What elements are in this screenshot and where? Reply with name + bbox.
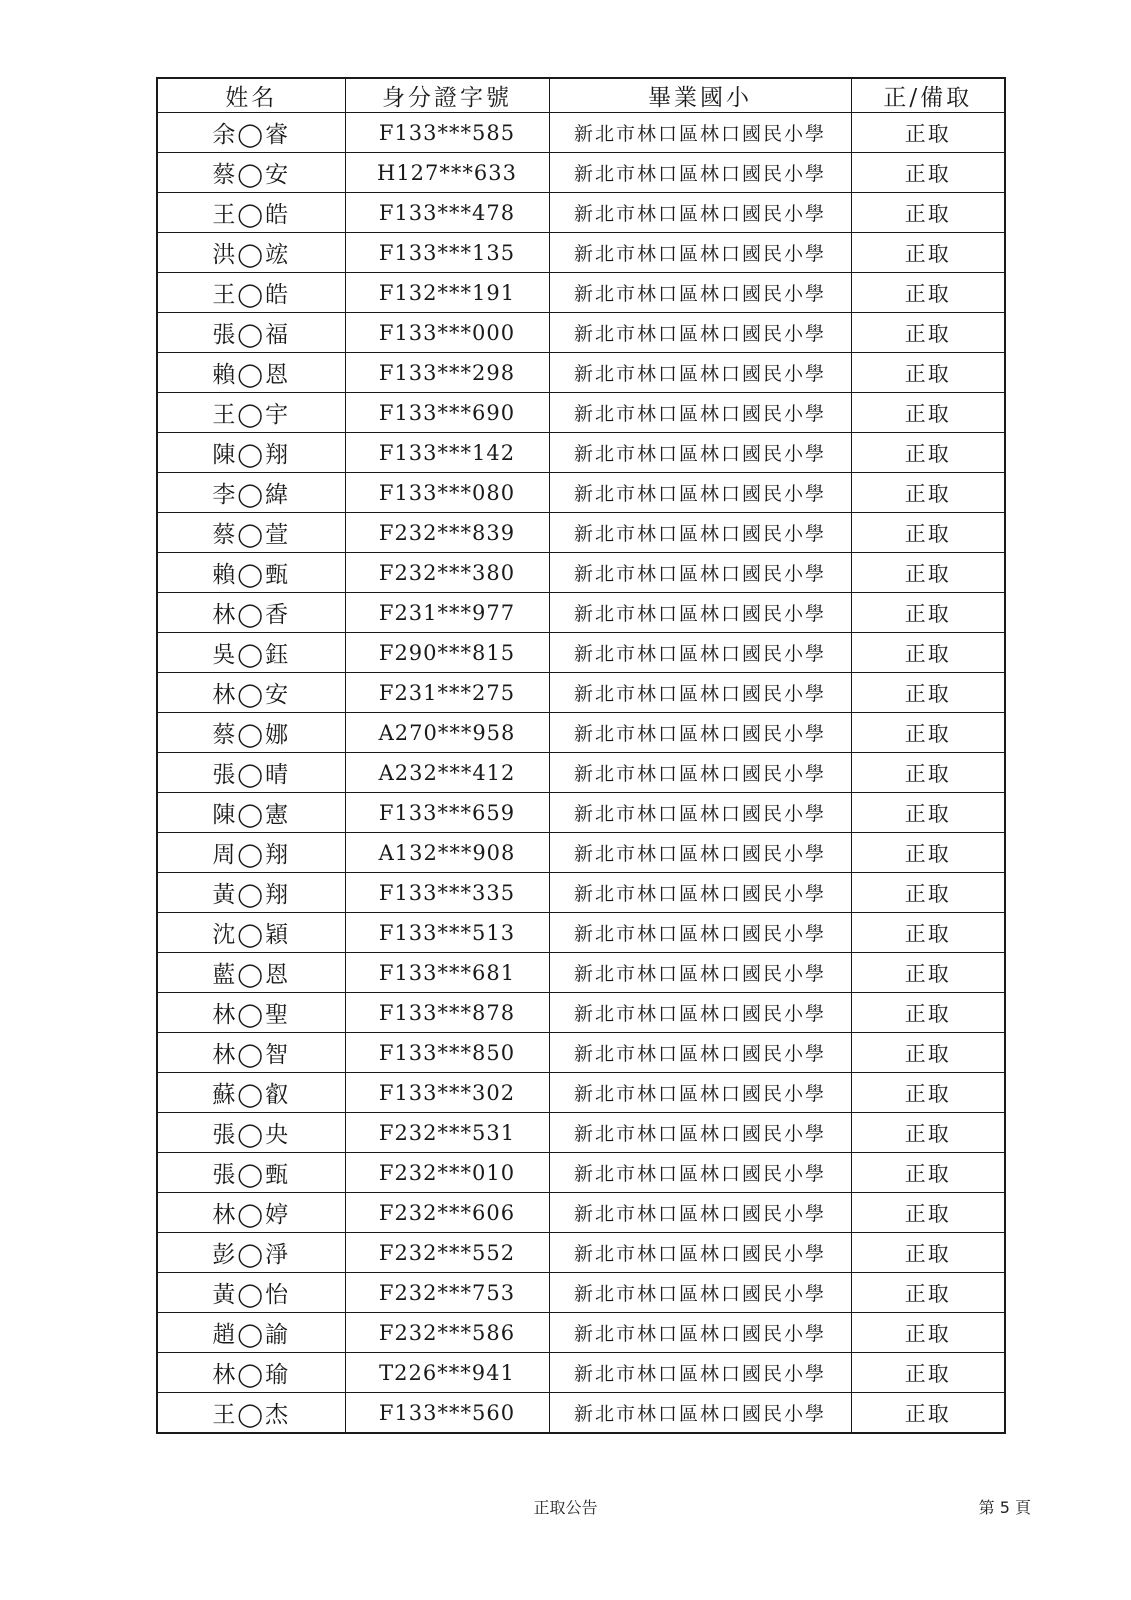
cell-school: 新北市林口區林口國民小學	[549, 1353, 851, 1393]
header-row	[157, 78, 1005, 113]
cell-name: 林◯安	[157, 673, 345, 713]
cell-name: 王◯皓	[157, 193, 345, 233]
cell-id-number: F232***531	[345, 1113, 549, 1153]
cell-school: 新北市林口區林口國民小學	[549, 1033, 851, 1073]
cell-status: 正取	[851, 1353, 1005, 1393]
cell-name: 趙◯諭	[157, 1313, 345, 1353]
cell-status: 正取	[851, 1153, 1005, 1193]
cell-status: 正取	[851, 1113, 1005, 1153]
cell-name: 藍◯恩	[157, 953, 345, 993]
cell-name: 蔡◯萱	[157, 513, 345, 553]
cell-name: 張◯晴	[157, 753, 345, 793]
table-row	[157, 713, 1005, 753]
cell-id-number: F133***142	[345, 433, 549, 473]
cell-school: 新北市林口區林口國民小學	[549, 993, 851, 1033]
cell-status: 正取	[851, 193, 1005, 233]
table-body	[157, 113, 1005, 1434]
cell-school: 新北市林口區林口國民小學	[549, 553, 851, 593]
admission-list-table	[156, 77, 1006, 1434]
cell-school: 新北市林口區林口國民小學	[549, 473, 851, 513]
cell-status: 正取	[851, 1033, 1005, 1073]
table-row	[157, 153, 1005, 193]
cell-status: 正取	[851, 753, 1005, 793]
cell-name: 王◯杰	[157, 1393, 345, 1434]
cell-school: 新北市林口區林口國民小學	[549, 1393, 851, 1434]
cell-school: 新北市林口區林口國民小學	[549, 1233, 851, 1273]
cell-name: 蘇◯叡	[157, 1073, 345, 1113]
cell-name: 賴◯恩	[157, 353, 345, 393]
cell-status: 正取	[851, 593, 1005, 633]
cell-id-number: F231***977	[345, 593, 549, 633]
page-number: 第 5 頁	[978, 1498, 1031, 1517]
table-row	[157, 1073, 1005, 1113]
cell-school: 新北市林口區林口國民小學	[549, 153, 851, 193]
cell-name: 黃◯翔	[157, 873, 345, 913]
cell-id-number: F133***878	[345, 993, 549, 1033]
cell-name: 林◯聖	[157, 993, 345, 1033]
cell-school: 新北市林口區林口國民小學	[549, 713, 851, 753]
cell-id-number: A232***412	[345, 753, 549, 793]
table-row	[157, 1153, 1005, 1193]
cell-name: 王◯皓	[157, 273, 345, 313]
cell-status: 正取	[851, 953, 1005, 993]
cell-id-number: F132***191	[345, 273, 549, 313]
cell-name: 沈◯穎	[157, 913, 345, 953]
table-row	[157, 473, 1005, 513]
cell-school: 新北市林口區林口國民小學	[549, 913, 851, 953]
cell-status: 正取	[851, 313, 1005, 353]
cell-school: 新北市林口區林口國民小學	[549, 1153, 851, 1193]
cell-school: 新北市林口區林口國民小學	[549, 233, 851, 273]
cell-school: 新北市林口區林口國民小學	[549, 1113, 851, 1153]
cell-name: 李◯緯	[157, 473, 345, 513]
cell-id-number: F133***681	[345, 953, 549, 993]
cell-id-number: F133***335	[345, 873, 549, 913]
cell-id-number: F231***275	[345, 673, 549, 713]
cell-id-number: F232***753	[345, 1273, 549, 1313]
cell-status: 正取	[851, 1273, 1005, 1313]
cell-id-number: F232***380	[345, 553, 549, 593]
table-row	[157, 1193, 1005, 1233]
cell-id-number: F133***080	[345, 473, 549, 513]
cell-status: 正取	[851, 1193, 1005, 1233]
table-row	[157, 1233, 1005, 1273]
cell-school: 新北市林口區林口國民小學	[549, 793, 851, 833]
header-name: 姓名	[157, 78, 345, 113]
table-row	[157, 793, 1005, 833]
cell-name: 賴◯甄	[157, 553, 345, 593]
cell-school: 新北市林口區林口國民小學	[549, 393, 851, 433]
cell-status: 正取	[851, 633, 1005, 673]
cell-name: 張◯甄	[157, 1153, 345, 1193]
cell-id-number: F133***478	[345, 193, 549, 233]
cell-id-number: F133***585	[345, 113, 549, 153]
cell-id-number: F133***850	[345, 1033, 549, 1073]
cell-school: 新北市林口區林口國民小學	[549, 673, 851, 713]
cell-school: 新北市林口區林口國民小學	[549, 753, 851, 793]
cell-name: 蔡◯安	[157, 153, 345, 193]
table-row	[157, 1113, 1005, 1153]
cell-status: 正取	[851, 873, 1005, 913]
header-school: 畢業國小	[549, 78, 851, 113]
table-row	[157, 593, 1005, 633]
cell-name: 陳◯憲	[157, 793, 345, 833]
cell-school: 新北市林口區林口國民小學	[549, 353, 851, 393]
cell-status: 正取	[851, 993, 1005, 1033]
header-status: 正/備取	[851, 78, 1005, 113]
table-row	[157, 1353, 1005, 1393]
cell-status: 正取	[851, 393, 1005, 433]
cell-school: 新北市林口區林口國民小學	[549, 433, 851, 473]
cell-name: 黃◯怡	[157, 1273, 345, 1313]
cell-status: 正取	[851, 1393, 1005, 1434]
cell-id-number: F133***659	[345, 793, 549, 833]
cell-id-number: F232***552	[345, 1233, 549, 1273]
cell-school: 新北市林口區林口國民小學	[549, 633, 851, 673]
cell-name: 陳◯翔	[157, 433, 345, 473]
cell-id-number: H127***633	[345, 153, 549, 193]
cell-school: 新北市林口區林口國民小學	[549, 193, 851, 233]
cell-status: 正取	[851, 433, 1005, 473]
table-row	[157, 1393, 1005, 1434]
cell-status: 正取	[851, 833, 1005, 873]
table-row	[157, 1313, 1005, 1353]
table-row	[157, 993, 1005, 1033]
footer-title: 正取公告	[533, 1498, 598, 1517]
cell-status: 正取	[851, 553, 1005, 593]
cell-name: 林◯婷	[157, 1193, 345, 1233]
cell-status: 正取	[851, 113, 1005, 153]
cell-school: 新北市林口區林口國民小學	[549, 273, 851, 313]
cell-status: 正取	[851, 713, 1005, 753]
cell-id-number: F290***815	[345, 633, 549, 673]
table-row	[157, 233, 1005, 273]
table-row	[157, 113, 1005, 153]
cell-status: 正取	[851, 233, 1005, 273]
table-row	[157, 1273, 1005, 1313]
cell-status: 正取	[851, 793, 1005, 833]
cell-status: 正取	[851, 473, 1005, 513]
cell-name: 蔡◯娜	[157, 713, 345, 753]
cell-name: 張◯福	[157, 313, 345, 353]
table-row	[157, 353, 1005, 393]
cell-status: 正取	[851, 353, 1005, 393]
cell-id-number: F133***298	[345, 353, 549, 393]
table-header	[157, 78, 1005, 113]
table-row	[157, 913, 1005, 953]
cell-id-number: F133***560	[345, 1393, 549, 1434]
cell-name: 張◯央	[157, 1113, 345, 1153]
cell-status: 正取	[851, 513, 1005, 553]
cell-id-number: F232***586	[345, 1313, 549, 1353]
cell-school: 新北市林口區林口國民小學	[549, 1313, 851, 1353]
cell-name: 周◯翔	[157, 833, 345, 873]
cell-school: 新北市林口區林口國民小學	[549, 1193, 851, 1233]
cell-school: 新北市林口區林口國民小學	[549, 833, 851, 873]
cell-id-number: F232***839	[345, 513, 549, 553]
cell-status: 正取	[851, 1073, 1005, 1113]
table-row	[157, 433, 1005, 473]
cell-school: 新北市林口區林口國民小學	[549, 593, 851, 633]
cell-id-number: T226***941	[345, 1353, 549, 1393]
table-row	[157, 313, 1005, 353]
cell-status: 正取	[851, 1313, 1005, 1353]
cell-id-number: A132***908	[345, 833, 549, 873]
cell-status: 正取	[851, 1233, 1005, 1273]
cell-id-number: F133***135	[345, 233, 549, 273]
cell-name: 洪◯竤	[157, 233, 345, 273]
cell-school: 新北市林口區林口國民小學	[549, 1073, 851, 1113]
table-row	[157, 193, 1005, 233]
cell-name: 林◯瑜	[157, 1353, 345, 1393]
cell-id-number: F133***690	[345, 393, 549, 433]
cell-id-number: A270***958	[345, 713, 549, 753]
table-row	[157, 1033, 1005, 1073]
cell-id-number: F232***010	[345, 1153, 549, 1193]
cell-id-number: F133***000	[345, 313, 549, 353]
table-row	[157, 513, 1005, 553]
cell-school: 新北市林口區林口國民小學	[549, 513, 851, 553]
table-row	[157, 553, 1005, 593]
cell-school: 新北市林口區林口國民小學	[549, 953, 851, 993]
table-row	[157, 833, 1005, 873]
cell-name: 林◯香	[157, 593, 345, 633]
cell-status: 正取	[851, 913, 1005, 953]
cell-name: 彭◯淨	[157, 1233, 345, 1273]
table-row	[157, 753, 1005, 793]
cell-school: 新北市林口區林口國民小學	[549, 113, 851, 153]
cell-name: 王◯宇	[157, 393, 345, 433]
header-id-number: 身分證字號	[345, 78, 549, 113]
cell-status: 正取	[851, 273, 1005, 313]
table-row	[157, 673, 1005, 713]
cell-name: 林◯智	[157, 1033, 345, 1073]
cell-status: 正取	[851, 153, 1005, 193]
table-row	[157, 633, 1005, 673]
cell-name: 余◯睿	[157, 113, 345, 153]
table-row	[157, 393, 1005, 433]
cell-school: 新北市林口區林口國民小學	[549, 873, 851, 913]
cell-id-number: F232***606	[345, 1193, 549, 1233]
cell-id-number: F133***513	[345, 913, 549, 953]
cell-id-number: F133***302	[345, 1073, 549, 1113]
cell-school: 新北市林口區林口國民小學	[549, 1273, 851, 1313]
table-row	[157, 873, 1005, 913]
table-row	[157, 273, 1005, 313]
cell-status: 正取	[851, 673, 1005, 713]
table-row	[157, 953, 1005, 993]
cell-name: 吳◯鈺	[157, 633, 345, 673]
cell-school: 新北市林口區林口國民小學	[549, 313, 851, 353]
